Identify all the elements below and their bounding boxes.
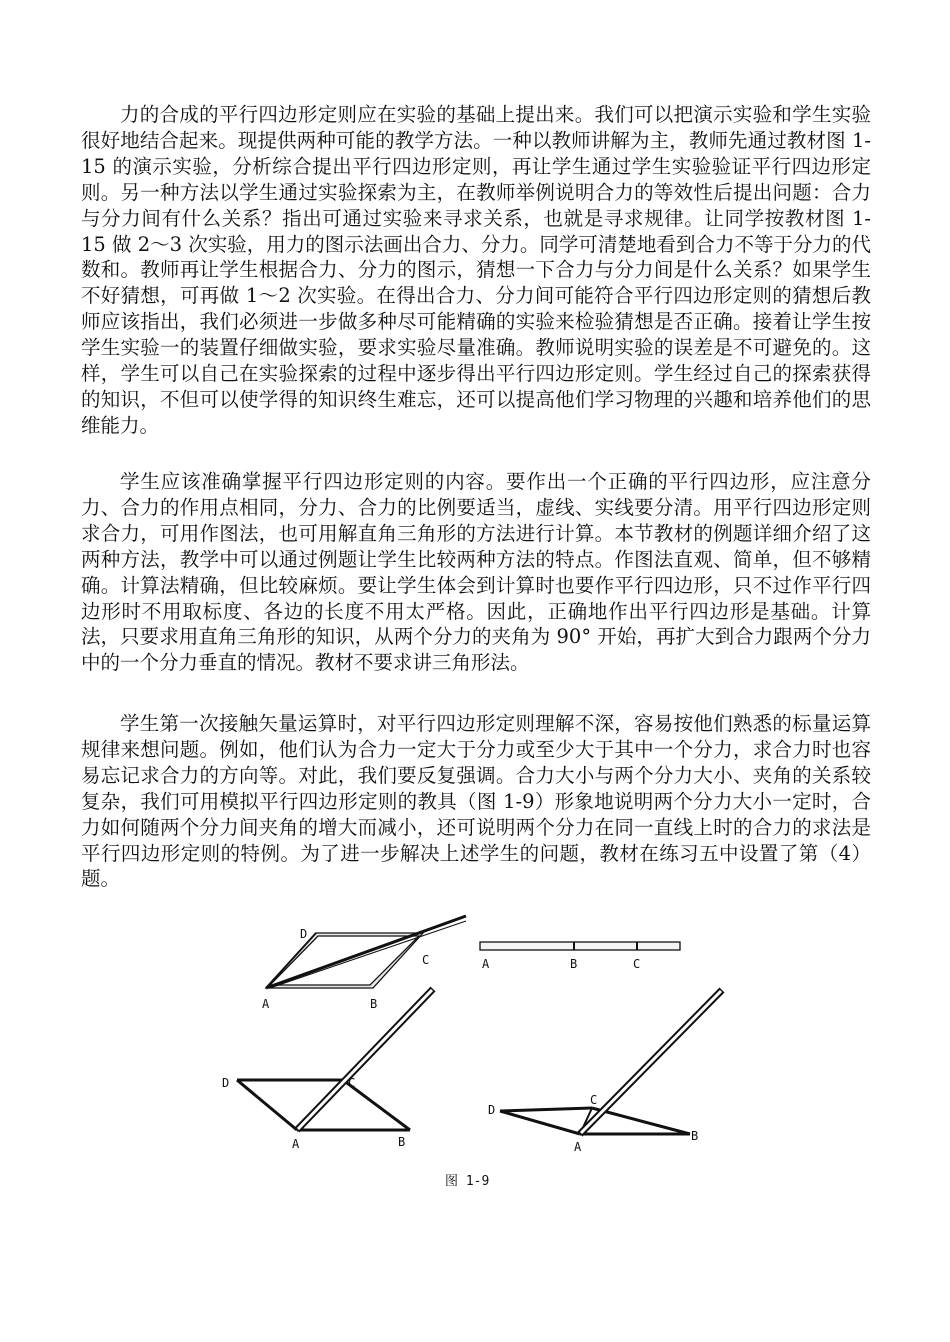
- label-c: C: [348, 1076, 356, 1090]
- label-b: B: [570, 957, 578, 971]
- label-d: D: [300, 927, 308, 941]
- figure-caption: 图 1-9: [445, 1174, 490, 1189]
- label-c: C: [590, 1093, 598, 1107]
- label-a: A: [292, 1137, 300, 1151]
- diagram-wide-angle: [500, 990, 722, 1134]
- figure-parallelogram-teaching-aid: [200, 912, 760, 1197]
- label-b: B: [370, 997, 378, 1011]
- label-a: A: [482, 957, 490, 971]
- diagram-small-angle: [266, 916, 466, 988]
- diagram-straight-line: [480, 942, 680, 950]
- label-c: C: [633, 957, 641, 971]
- paragraph-1: 力的合成的平行四边形定则应在实验的基础上提出来。我们可以把演示实验和学生实验很好地结合起来。现提供两种可能的教学方法。一种以教师讲解为主，教师先通过教材图 1-15 的演示实验，分析综合提出平行四边形定则，再让学生通过学生实验验证平行四边形定则。另一种方法以学生通过实验探索为主，在教师举例说明合力的等效性后提出问题：合力与分力间有什么关系？指出可通过实验来寻求关系，也就是寻求规律。让同学按教材图 1-15 做 2～3 次实验，用力的图示法画出合力、分力。同学可清楚地看到合力不等于分力的代数和。教师再让学生根据合力、分力的图示，猜想一下合力与分力间是什么关系？如果学生不好猜想，可再做 1～2 次实验。在得出合力、分力间可能符合平行四边形定则的猜想后教师应该指出，我们必须进一步做多种尽可能精确的实验来检验猜想是否正确。接着让学生按学生实验一的装置仔细做实验，要求实验尽量准确。教师说明实验的误差是不可避免的。这样，学生可以自己在实验探索的过程中逐步得出平行四边形定则。学生经过自己的探索获得的知识，不但可以使学得的知识终生难忘，还可以提高他们学习物理的兴趣和培养他们的思维能力。: [81, 103, 871, 437]
- label-a: A: [262, 997, 270, 1011]
- paragraph-2: 学生应该准确掌握平行四边形定则的内容。要作出一个正确的平行四边形，应注意分力、合力的作用点相同，分力、合力的比例要适当，虚线、实线要分清。用平行四边形定则求合力，可用作图法，也可用解直角三角形的方法进行计算。本节教材的例题详细介绍了这两种方法，教学中可以通过例题让学生比较两种方法的特点。作图法直观、简单，但不够精确。计算法精确，但比较麻烦。要让学生体会到计算时也要作平行四边形，只不过作平行四边形时不用取标度、各边的长度不用太严格。因此，正确地作出平行四边形是基础。计算法，只要求用直角三角形的知识，从两个分力的夹角为 90° 开始，再扩大到合力跟两个分力中的一个分力垂直的情况。教材不要求讲三角形法。: [81, 470, 871, 675]
- label-d: D: [222, 1076, 230, 1090]
- label-b: B: [691, 1129, 699, 1143]
- label-d: D: [488, 1103, 496, 1117]
- label-b: B: [398, 1135, 406, 1149]
- paragraph-3: 学生第一次接触矢量运算时，对平行四边形定则理解不深，容易按他们熟悉的标量运算规律来想问题。例如，他们认为合力一定大于分力或至少大于其中一个分力，求合力时也容易忘记求合力的方向等。对此，我们要反复强调。合力大小与两个分力大小、夹角的关系较复杂，我们可用模拟平行四边形定则的教具（图 1-9）形象地说明两个分力大小一定时，合力如何随两个分力间夹角的增大而减小，还可说明两个分力在同一直线上时的合力的求法是平行四边形定则的特例。为了进一步解决上述学生的问题，教材在练习五中设置了第（4）题。: [81, 712, 871, 891]
- label-a: A: [574, 1140, 582, 1154]
- label-c: C: [422, 953, 430, 967]
